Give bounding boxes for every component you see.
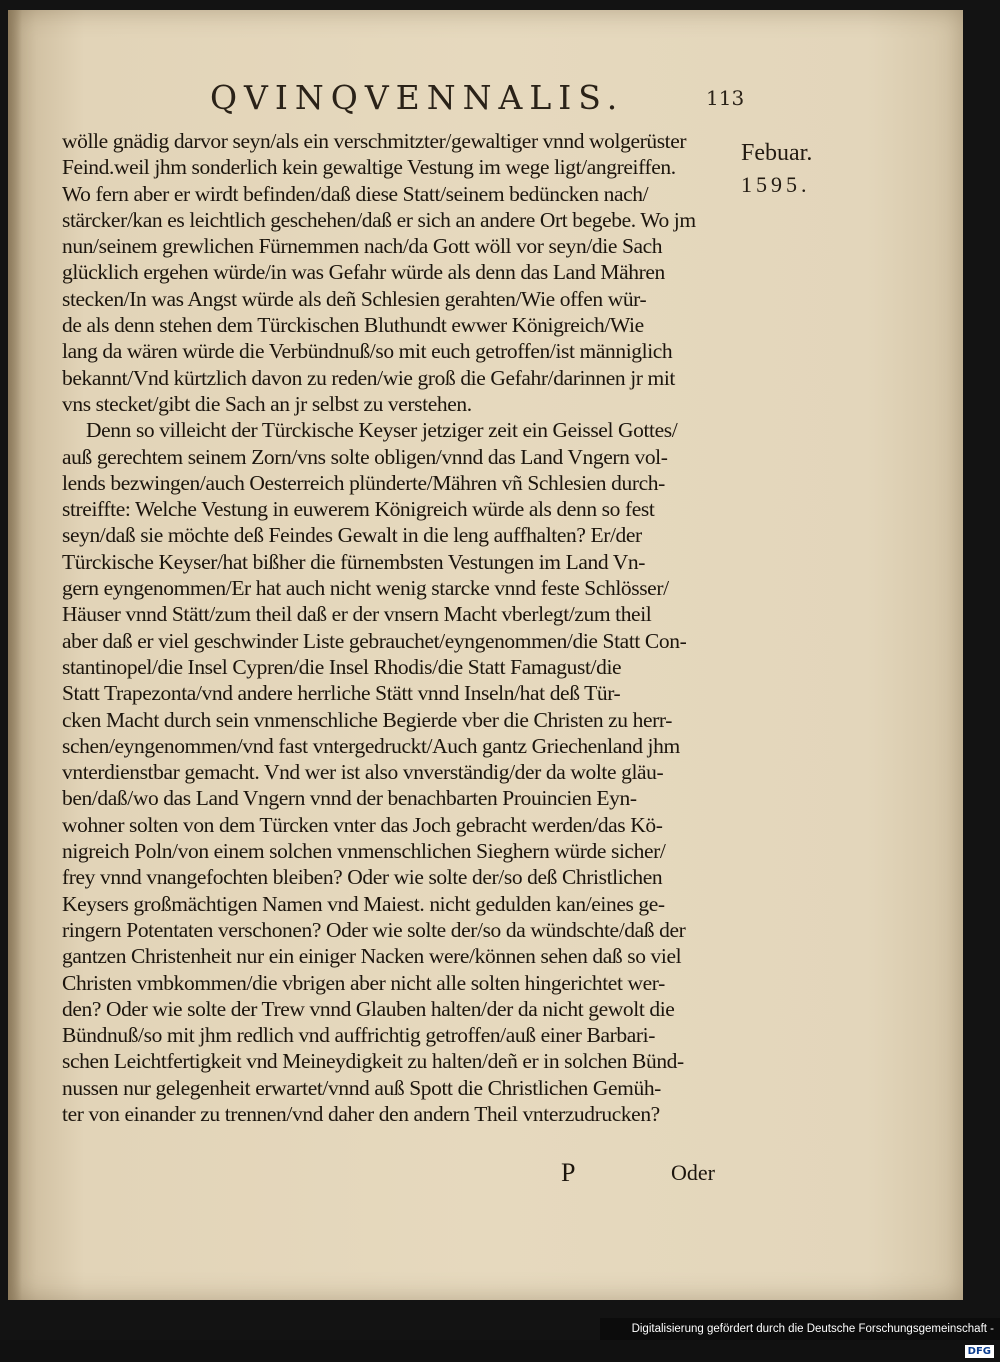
page-gutter-shadow (8, 10, 22, 1300)
body-text (62, 128, 732, 1127)
text-line: glücklich ergehen würde/in was Gefahr würde als denn das Land Mähren (62, 260, 665, 285)
text-line: Statt Trapezonta/vnd andere herrliche Stätt vnnd Inseln/hat deß Tür- (62, 681, 621, 706)
text-line: frey vnnd vnangefochten bleiben? Oder wie solte der/so deß Christlichen (62, 865, 663, 890)
text-line: nun/seinem grewlichen Fürnemmen nach/da Gott wöll vor seyn/die Sach (62, 234, 663, 259)
text-line: de als denn stehen dem Türckischen Bluthundt ewwer Königreich/Wie (62, 313, 644, 338)
digitization-credit-bar (600, 1318, 1000, 1357)
catchword: Oder (671, 1160, 715, 1185)
text-line: gern eyngenommen/Er hat auch nicht wenig starcke vnnd feste Schlösser/ (62, 576, 669, 601)
page-number: 113 (706, 86, 745, 110)
text-line: lang da wären würde die Verbündnuß/so mit euch getroffen/ist männiglich (62, 339, 673, 364)
text-line: vnterdienstbar gemacht. Vnd wer ist also vnverständig/der da wolte gläu- (62, 760, 664, 785)
text-line: stärcker/kan es leichtlich geschehen/daß er sich an andere Ort begebe. Wo jm (62, 207, 696, 232)
text-line: Häuser vnnd Stätt/zum theil daß er der vnsern Macht vberlegt/zum theil (62, 602, 652, 627)
text-line: ter von einander zu trennen/vnd daher den andern Theil vnterzudrucken? (62, 1101, 660, 1126)
text-line: Denn so villeicht der Türckische Keyser jetziger zeit ein Geissel Gottes/ (86, 418, 678, 443)
text-line: Christen vmbkommen/die vbrigen aber nicht alle solten hingerichtet wer- (62, 970, 665, 995)
text-line: schen Leichtfertigkeit vnd Meineydigkeit zu halten/deñ er in solchen Bünd- (62, 1049, 684, 1074)
text-line: lends bezwingen/auch Oesterreich plünderte/Mähren vñ Schlesien durch- (62, 470, 665, 495)
text-line: wölle gnädig darvor seyn/als ein verschmitzter/gewaltiger vnnd wolgerüster (62, 129, 687, 153)
margin-note-year: 1595. (741, 172, 811, 197)
text-line: Bündnuß/so mit jhm redlich vnd auffrichtig getroffen/auß einer Barbari- (62, 1023, 655, 1048)
text-line: cken Macht durch sein vnmenschliche Begierde vber die Christen zu herr- (62, 707, 672, 732)
text-line: nigreich Poln/von einem solchen vnmenschlichen Sieghern würde sicher/ (62, 839, 666, 864)
text-line: ben/daß/wo das Land Vngern vnnd der benachbarten Prouincien Eyn- (62, 786, 637, 811)
text-line: aber daß er viel geschwinder Liste gebrauchet/eyngenommen/die Statt Con- (62, 628, 687, 653)
text-line: schen/eyngenommen/vnd fast vntergedruckt/Auch gantz Griechenland jhm (62, 733, 680, 758)
margin-note-month: Febuar. (741, 140, 813, 166)
text-line: Türckische Keyser/hat bißher die fürnembsten Vestungen im Land Vn- (62, 549, 646, 574)
text-line: bekannt/Vnd kürtzlich davon zu reden/wie groß die Gefahr/darinnen jr mit (62, 365, 675, 390)
signature-mark: P (561, 1158, 576, 1187)
text-line: ringern Potentaten verschonen? Oder wie solte der/so da wündschte/daß der (62, 917, 686, 942)
text-line: auß gerechtem seinem Zorn/vns solte obligen/vnnd das Land Vngern vol- (62, 444, 668, 469)
text-line: Feind.weil jhm sonderlich kein gewaltige Vestung im wege ligt/angreiffen. (62, 155, 676, 180)
text-line: nussen nur gelegenheit erwartet/vnnd auß Spott die Christlichen Gemüh- (62, 1075, 661, 1100)
running-head: QVINQVENNALIS. (210, 78, 625, 117)
text-line: Wo fern aber er wirdt befinden/daß diese Statt/seinem bedüncken nach/ (62, 181, 649, 206)
margin-note (741, 138, 841, 200)
text-line: seyn/daß sie möchte deß Feindes Gewalt in die leng auffhalten? Er/der (62, 523, 642, 548)
text-line: den? Oder wie solte der Trew vnnd Glauben halten/der da nicht gewolt die (62, 996, 675, 1021)
text-line: Keysers großmächtigen Namen vnd Maiest. nicht gedulden kan/eines ge- (62, 891, 665, 916)
text-line: stantinopel/die Insel Cypren/die Insel Rhodis/die Statt Famagust/die (62, 654, 622, 679)
text-line: gantzen Christenheit nur ein einiger Nacken were/können sehen daß so viel (62, 944, 682, 969)
credit-text: Digitalisierung gefördert durch die Deutsche Forschungsgemeinschaft - (631, 1323, 994, 1335)
text-line: streiffte: Welche Vestung in euwerem Königreich würde als denn so fest (62, 497, 655, 522)
dfg-logo[interactable]: DFG (965, 1345, 994, 1358)
text-line: wohner solten von dem Türcken vnter das Joch gebracht werden/das Kö- (62, 812, 663, 837)
text-line: vns stecket/gibt die Sach an jr selbst zu verstehen. (62, 391, 472, 416)
text-line: stecken/In was Angst würde als deñ Schlesien gerahten/Wie offen wür- (62, 286, 647, 311)
